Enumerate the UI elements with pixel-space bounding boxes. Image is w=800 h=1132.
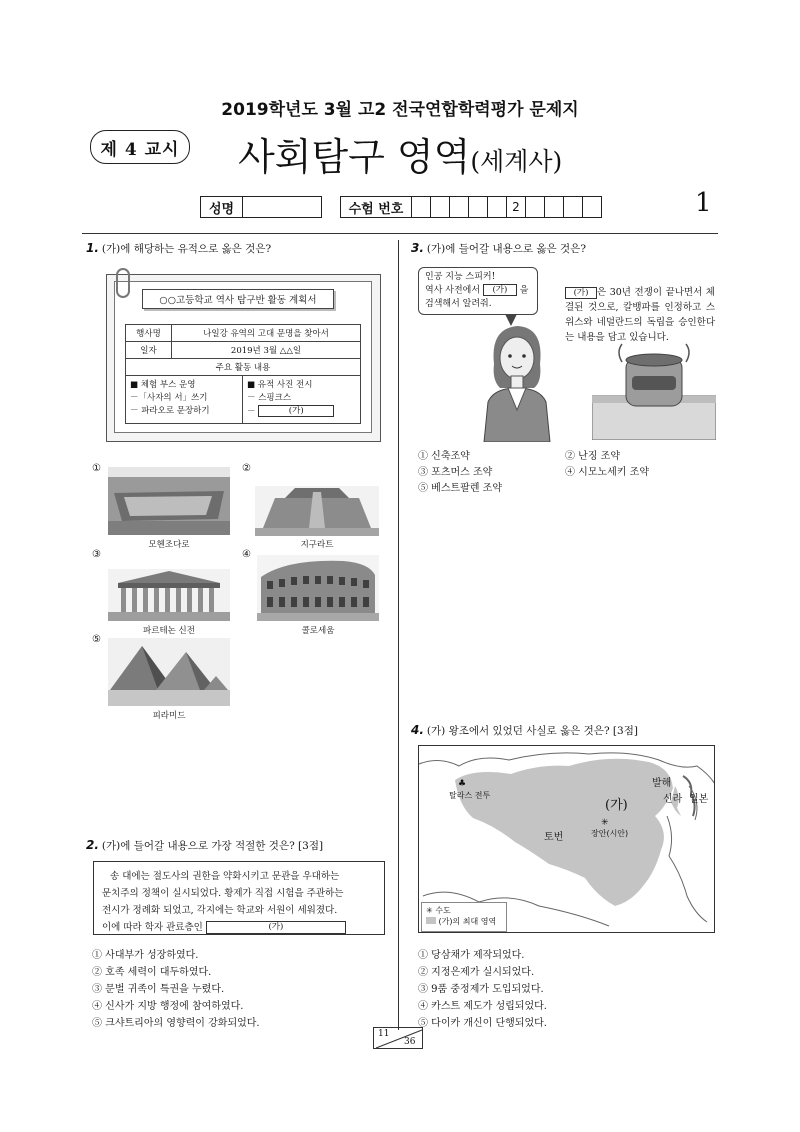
name-label: 성명	[200, 196, 242, 218]
q3-choice-2[interactable]: ② 난징 조약	[565, 451, 620, 462]
choice-mark[interactable]: ④	[242, 549, 251, 560]
name-field[interactable]	[242, 196, 322, 218]
column-divider	[398, 240, 399, 1030]
table-cell: 주요 활동 내용	[126, 359, 361, 376]
q2-stem	[86, 838, 323, 853]
speech-bubble	[418, 267, 538, 315]
q2-number: 2.	[86, 838, 99, 852]
choice-caption: 지구라트	[300, 540, 334, 550]
capital-star-icon: ✳	[601, 818, 609, 828]
choice-caption: 파르테논 신전	[143, 626, 195, 636]
table-cell: 일자	[126, 342, 172, 359]
passage-line: 이에 따라 학자 관료층인 (가)	[102, 919, 376, 936]
q4-question: (가) 왕조에서 있었던 사실로 옳은 것은? [3점]	[426, 725, 638, 737]
colosseum-image	[257, 555, 379, 621]
exam-number-cell	[526, 196, 545, 218]
choice-caption: 콜로세움	[301, 626, 335, 636]
battle-marker-icon: ♣	[458, 779, 467, 789]
q4-number: 4.	[411, 723, 424, 737]
q2-passage	[93, 861, 385, 935]
q3-choice-1[interactable]: ① 신축조약	[418, 451, 470, 462]
q4-choice-4[interactable]: ④ 카스트 제도가 성립되었다.	[418, 1001, 547, 1012]
period-badge: 제 4 교시	[90, 130, 190, 164]
activity-item: － 파라오로 문장하기	[130, 406, 210, 416]
q3-choice-4[interactable]: ④ 시모노세키 조약	[565, 467, 649, 478]
q1-question: (가)에 해당하는 유적으로 옳은 것은?	[101, 243, 272, 255]
q2-choice-2[interactable]: ② 호족 세력이 대두하였다.	[92, 967, 212, 978]
choice-caption: 모헨조다로	[148, 540, 190, 550]
woman-illustration	[472, 318, 562, 442]
choice-mark[interactable]: ⑤	[92, 634, 101, 645]
exam-number-cell	[431, 196, 450, 218]
map-label-talas: 탈라스 전투	[449, 791, 491, 800]
exam-title: 2019학년도 3월 고2 전국연합학력평가 문제지	[221, 100, 579, 120]
mohenjodaro-photo	[108, 467, 230, 535]
pyramid-image	[108, 638, 230, 706]
page-number: 1	[695, 188, 712, 218]
exam-number-cell	[412, 196, 431, 218]
map-label-silla: 신라	[663, 794, 683, 805]
paperclip-icon	[116, 268, 130, 298]
parthenon-image	[108, 569, 230, 621]
page-counter	[373, 1027, 423, 1049]
bubble-line: 검색해서 알려줘.	[425, 298, 492, 309]
passage-line: 송 대에는 절도사의 권한을 약화시키고 문관을 우대하는	[110, 871, 340, 882]
table-row	[126, 376, 361, 424]
answer-blank: (가)	[565, 287, 597, 299]
choice-mark[interactable]: ②	[242, 463, 251, 474]
q3-question: (가)에 들어갈 내용으로 옳은 것은?	[426, 243, 586, 255]
table-row	[126, 342, 361, 359]
map-label-tibet: 토번	[544, 832, 564, 843]
plan-table	[125, 324, 361, 424]
ziggurat-photo	[255, 486, 379, 536]
legend-extent: (가)의 최대 영역	[426, 916, 502, 927]
bubble-line: 역사 사전에서 (가) 을	[425, 285, 529, 296]
colosseum-photo	[257, 555, 379, 621]
q2-choice-4[interactable]: ④ 신사가 지방 행정에 참여하였다.	[92, 1001, 244, 1012]
q4-choice-3[interactable]: ③ 9품 중정제가 도입되었다.	[418, 984, 544, 995]
total-pages: 36	[404, 1037, 416, 1047]
legend-capital: ✳ 수도	[426, 906, 451, 915]
passage-line: 문치주의 정책이 실시되었다. 황제가 직접 시험을 주관하는	[102, 888, 344, 899]
table-cell: 행사명	[126, 325, 172, 342]
q2-choice-3[interactable]: ③ 문벌 귀족이 특권을 누렸다.	[92, 984, 225, 995]
subject-title	[238, 126, 562, 181]
q3-choice-5[interactable]: ⑤ 베스트팔렌 조약	[418, 483, 502, 494]
activity-heading: ■ 유적 사진 전시	[247, 380, 313, 390]
q3-choice-3[interactable]: ③ 포츠머스 조약	[418, 467, 493, 478]
parthenon-photo	[108, 569, 230, 621]
tang-dynasty-map	[418, 745, 715, 933]
map-label-capital: 장안(시안)	[591, 829, 629, 838]
activity-item: － 스핑크스	[247, 393, 292, 403]
exam-number-cell	[583, 196, 602, 218]
exam-number-cell	[545, 196, 564, 218]
q4-stem	[411, 723, 638, 738]
subject-sub: (세계사)	[470, 147, 563, 176]
q4-choice-1[interactable]: ① 당삼채가 제작되었다.	[418, 950, 525, 961]
exam-number-label: 수험 번호	[340, 196, 412, 218]
map-label-balhae: 발해	[652, 778, 672, 789]
legend-swatch-icon	[426, 917, 436, 924]
table-cell	[126, 376, 243, 424]
q2-question: (가)에 들어갈 내용으로 가장 적절한 것은? [3점]	[101, 840, 324, 852]
table-row	[126, 325, 361, 342]
q2-choice-5[interactable]: ⑤ 크샤트리아의 영향력이 강화되었다.	[92, 1018, 260, 1029]
ai-speaker-illustration	[592, 340, 716, 440]
exam-number-cell	[450, 196, 469, 218]
map-legend	[421, 902, 507, 932]
q4-choice-5[interactable]: ⑤ 다이카 개신이 단행되었다.	[418, 1018, 547, 1029]
activity-heading: ■ 체험 부스 운영	[130, 380, 196, 390]
ziggurat-image	[255, 486, 379, 536]
subject-name: 사회탐구 영역	[238, 135, 471, 179]
map-label-japan: 일본	[689, 794, 709, 805]
passage-line: 전시가 정례화 되었고, 각지에는 학교와 서원이 세워졌다.	[102, 905, 338, 916]
mohenjodaro-image	[108, 467, 230, 535]
woman-icon	[472, 318, 562, 442]
q1-stem	[86, 241, 271, 256]
pyramid-photo	[108, 638, 230, 706]
choice-mark[interactable]: ①	[92, 463, 101, 474]
map-label-dynasty: (가)	[605, 798, 628, 813]
bubble-line: 인공 지능 스피커!	[425, 272, 496, 282]
activity-item: － (가)	[247, 405, 356, 419]
answer-blank: (가)	[206, 921, 346, 934]
q1-number: 1.	[86, 241, 99, 255]
table-row	[126, 359, 361, 376]
choice-caption: 피라미드	[152, 711, 186, 721]
speaker-icon	[592, 340, 716, 440]
header-divider	[82, 233, 718, 234]
activity-item: －「사자의 서」쓰기	[130, 393, 208, 403]
table-cell	[243, 376, 361, 424]
q2-choice-1[interactable]: ① 사대부가 성장하였다.	[92, 950, 199, 961]
current-page: 11	[378, 1029, 390, 1039]
exam-number-cell	[488, 196, 507, 218]
exam-number-cell: 2	[507, 196, 526, 218]
table-cell: 나일강 유역의 고대 문명을 찾아서	[172, 325, 361, 342]
q3-stem	[411, 241, 586, 256]
table-cell: 2019년 3월 △△일	[172, 342, 361, 359]
answer-blank: (가)	[258, 405, 334, 417]
answer-blank: (가)	[483, 284, 517, 296]
exam-number-cell	[564, 196, 583, 218]
q4-choice-2[interactable]: ② 지정은제가 실시되었다.	[418, 967, 535, 978]
exam-number-field[interactable]	[412, 196, 602, 218]
capital-star-icon: ✳	[426, 906, 433, 915]
plan-title: ○○고등학교 역사 탐구반 활동 계획서	[142, 289, 334, 309]
speaker-response: (가) 은 30년 전쟁이 끝나면서 체결된 것으로, 칼뱅파를 인정하고 스위스와 네덜란드의 독립을 승인한다는 내용을 담고 있습니다.	[565, 287, 715, 343]
choice-mark[interactable]: ③	[92, 549, 101, 560]
exam-number-cell	[469, 196, 488, 218]
q3-number: 3.	[411, 241, 424, 255]
